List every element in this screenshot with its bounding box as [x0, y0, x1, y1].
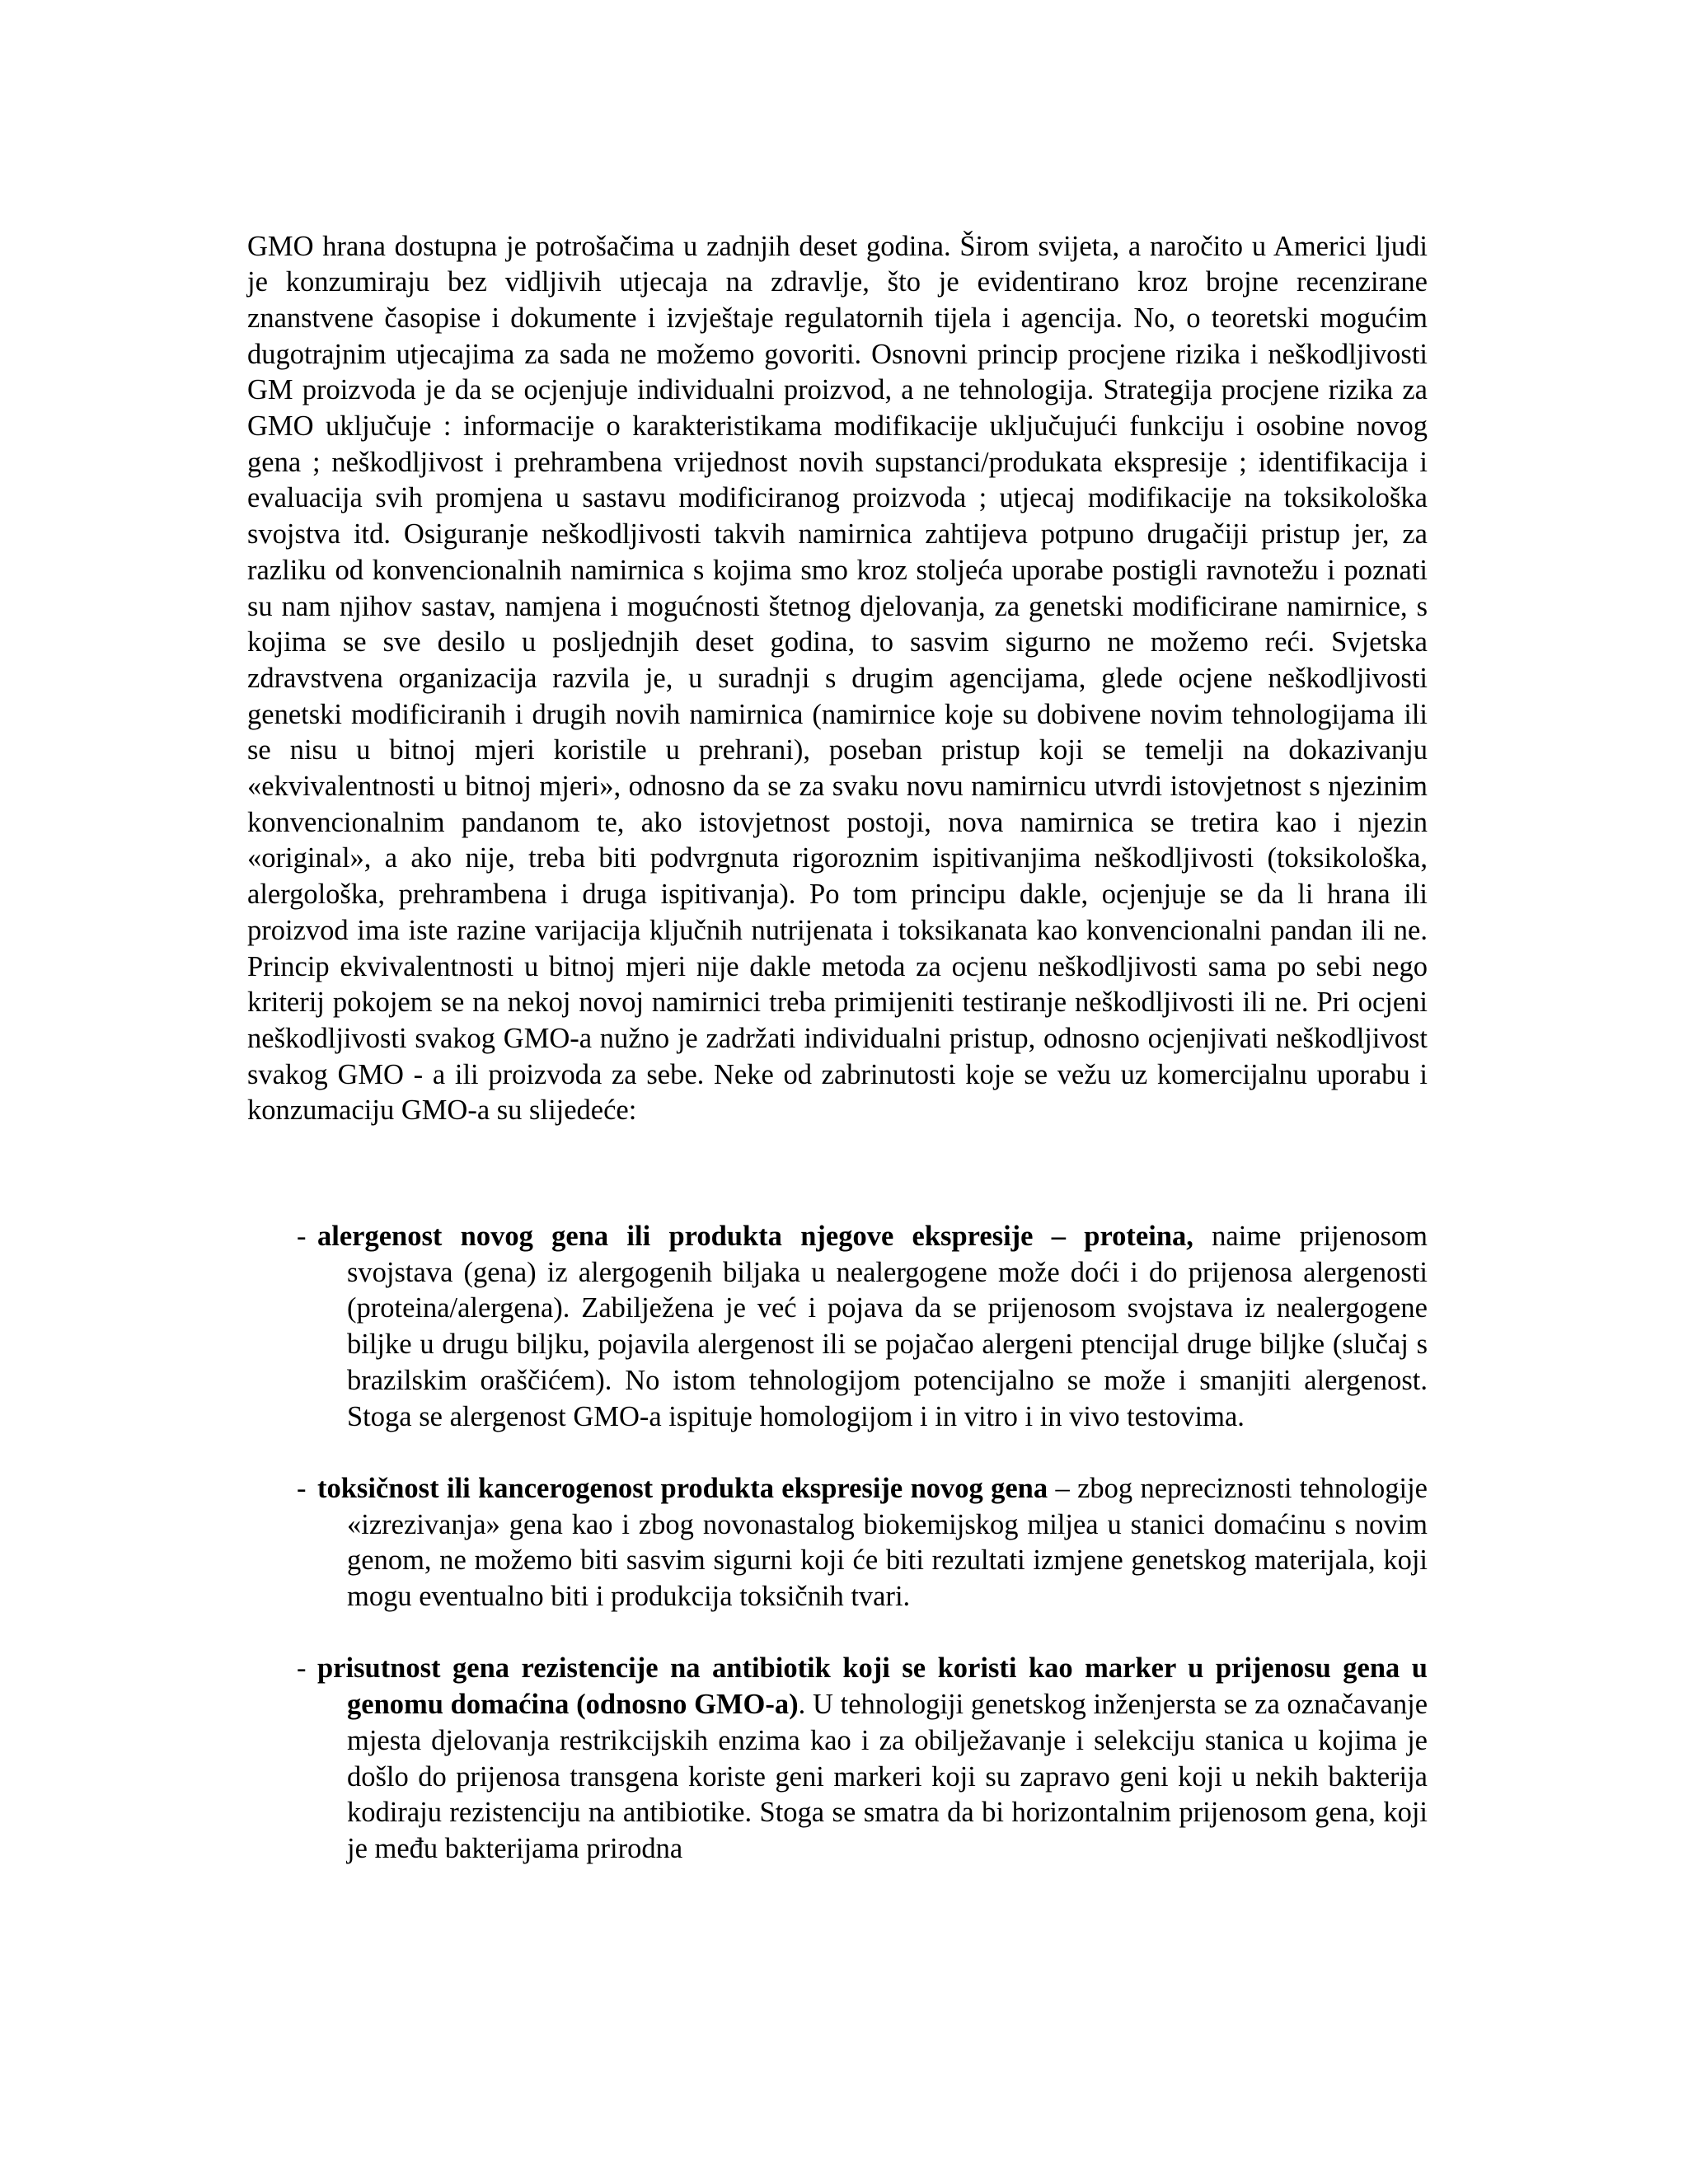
list-item [297, 1651, 1428, 1867]
intro-paragraph: GMO hrana dostupna je potrošačima u zadnjih deset godina. Širom svijeta, a naročito u Americi ljudi je konzumiraju bez vidljivih utjecaja na zdravlje, što je evidentirano kroz brojne recenzirane znanstvene časopise i dokumente i izvještaje regulatornih tijela i agencija. No, o teoretski mogućim dugotrajnim utjecajima za sada ne možemo govoriti. Osnovni princip procjene rizika i neškodljivosti GM proizvoda je da se ocjenjuje individualni proizvod, a ne tehnologija. Strategija procjene rizika za GMO uključuje : informacije o karakteristikama modifikacije uključujući funkciju i osobine novog gena ; neškodljivost i prehrambena vrijednost novih supstanci/produkata ekspresije ; identifikacija i evaluacija svih promjena u sastavu modificiranog proizvoda ; utjecaj modifikacije na toksikološka svojstva itd. Osiguranje neškodljivosti takvih namirnica zahtijeva potpuno drugačiji pristup jer, za razliku od konvencionalnih namirnica s kojima smo kroz stoljeća uporabe postigli ravnotežu i poznati su nam njihov sastav, namjena i mogućnosti štetnog djelovanja, za genetski modificirane namirnice, s kojima se sve desilo u posljednjih deset godina, to sasvim sigurno ne možemo reći. Svjetska zdravstvena organizacija razvila je, u suradnji s drugim agencijama, glede ocjene neškodljivosti genetski modificiranih i drugih novih namirnica (namirnice koje su dobivene novim tehnologijama ili se nisu u bitnoj mjeri koristile u prehrani), poseban pristup koji se temelji na dokazivanju «ekvivalentnosti u bitnoj mjeri», odnosno da se za svaku novu namirnicu utvrdi istovjetnost s njezinim konvencionalnim pandanom te, ako istovjetnost postoji, nova namirnica se tretira kao i njezin «original», a ako nije, treba biti podvrgnuta rigoroznim ispitivanjima neškodljivosti (toksikološka, alergološka, prehrambena i druga ispitivanja). Po tom principu dakle, ocjenjuje se da li hrana ili proizvod ima iste razine varijacija ključnih nutrijenata i toksikanata kao konvencionalni pandan ili ne. Princip ekvivalentnosti u bitnoj mjeri nije dakle metoda za ocjenu neškodljivosti sama po sebi nego kriterij pokojem se na nekoj novoj namirnici treba primijeniti testiranje neškodljivosti ili ne. Pri ocjeni neškodljivosti svakog GMO-a nužno je zadržati individualni pristup, odnosno ocjenjivati neškodljivost svakog GMO - a ili proizvoda za sebe. Neke od zabrinutosti koje se vežu uz komercijalnu uporabu i konzumaciju GMO-a su slijedeće: [247, 230, 1428, 1127]
concerns-list [297, 1219, 1428, 1903]
bullet-dash: - [297, 1652, 307, 1685]
bullet-heading: alergenost novog gena ili produkta njegove ekspresije – proteina, [317, 1221, 1193, 1252]
bullet-body: naime prijenosom svojstava (gena) iz alergogenih biljaka u nealergogene može doći i do prijenosa alergenosti (proteina/alergena). Zabilježena je već i pojava da se prijenosom svojstava iz nealergogene biljke u drugu biljku, pojavila alergenost ili se pojačao alergeni ptencijal druge biljke (slučaj s brazilskim oraščićem). No istom tehnologijom potencijalno se može i smanjiti alergenost. Stoga se alergenost GMO-a ispituje homologijom i in vitro i in vivo testovima. [347, 1221, 1428, 1432]
list-item [297, 1219, 1428, 1435]
bullet-heading: prisutnost gena rezistencije na antibiotik koji se koristi kao marker u prijenosu gena u genomu domaćina (odnosno GMO-a) [317, 1652, 1428, 1721]
bullet-body: . U tehnologiji genetskog inženjersta se za označavanje mjesta djelovanja restrikcijskih enzima kao i za obilježavanje i selekciju stanica u kojima je došlo do prijenosa transgena koriste geni markeri koji su zapravo geni koji u nekih bakterija kodiraju rezistenciju na antibiotike. Stoga se smatra da bi horizontalnim prijenosom gena, koji je među bakterijama prirodna [347, 1689, 1428, 1864]
list-item [297, 1471, 1428, 1615]
bullet-dash: - [297, 1221, 307, 1252]
bullet-heading: toksičnost ili kancerogenost produkta ekspresije novog gena [317, 1472, 1048, 1504]
bullet-body: – zbog nepreciznosti tehnologije «izrezivanja» gena kao i zbog novonastalog biokemijskog miljea u stanici domaćinu s novim genom, ne možemo biti sasvim sigurni koji će biti rezultati izmjene genetskog materijala, koji mogu eventualno biti i produkcija toksičnih tvari. [347, 1472, 1428, 1613]
bullet-dash: - [297, 1472, 307, 1504]
